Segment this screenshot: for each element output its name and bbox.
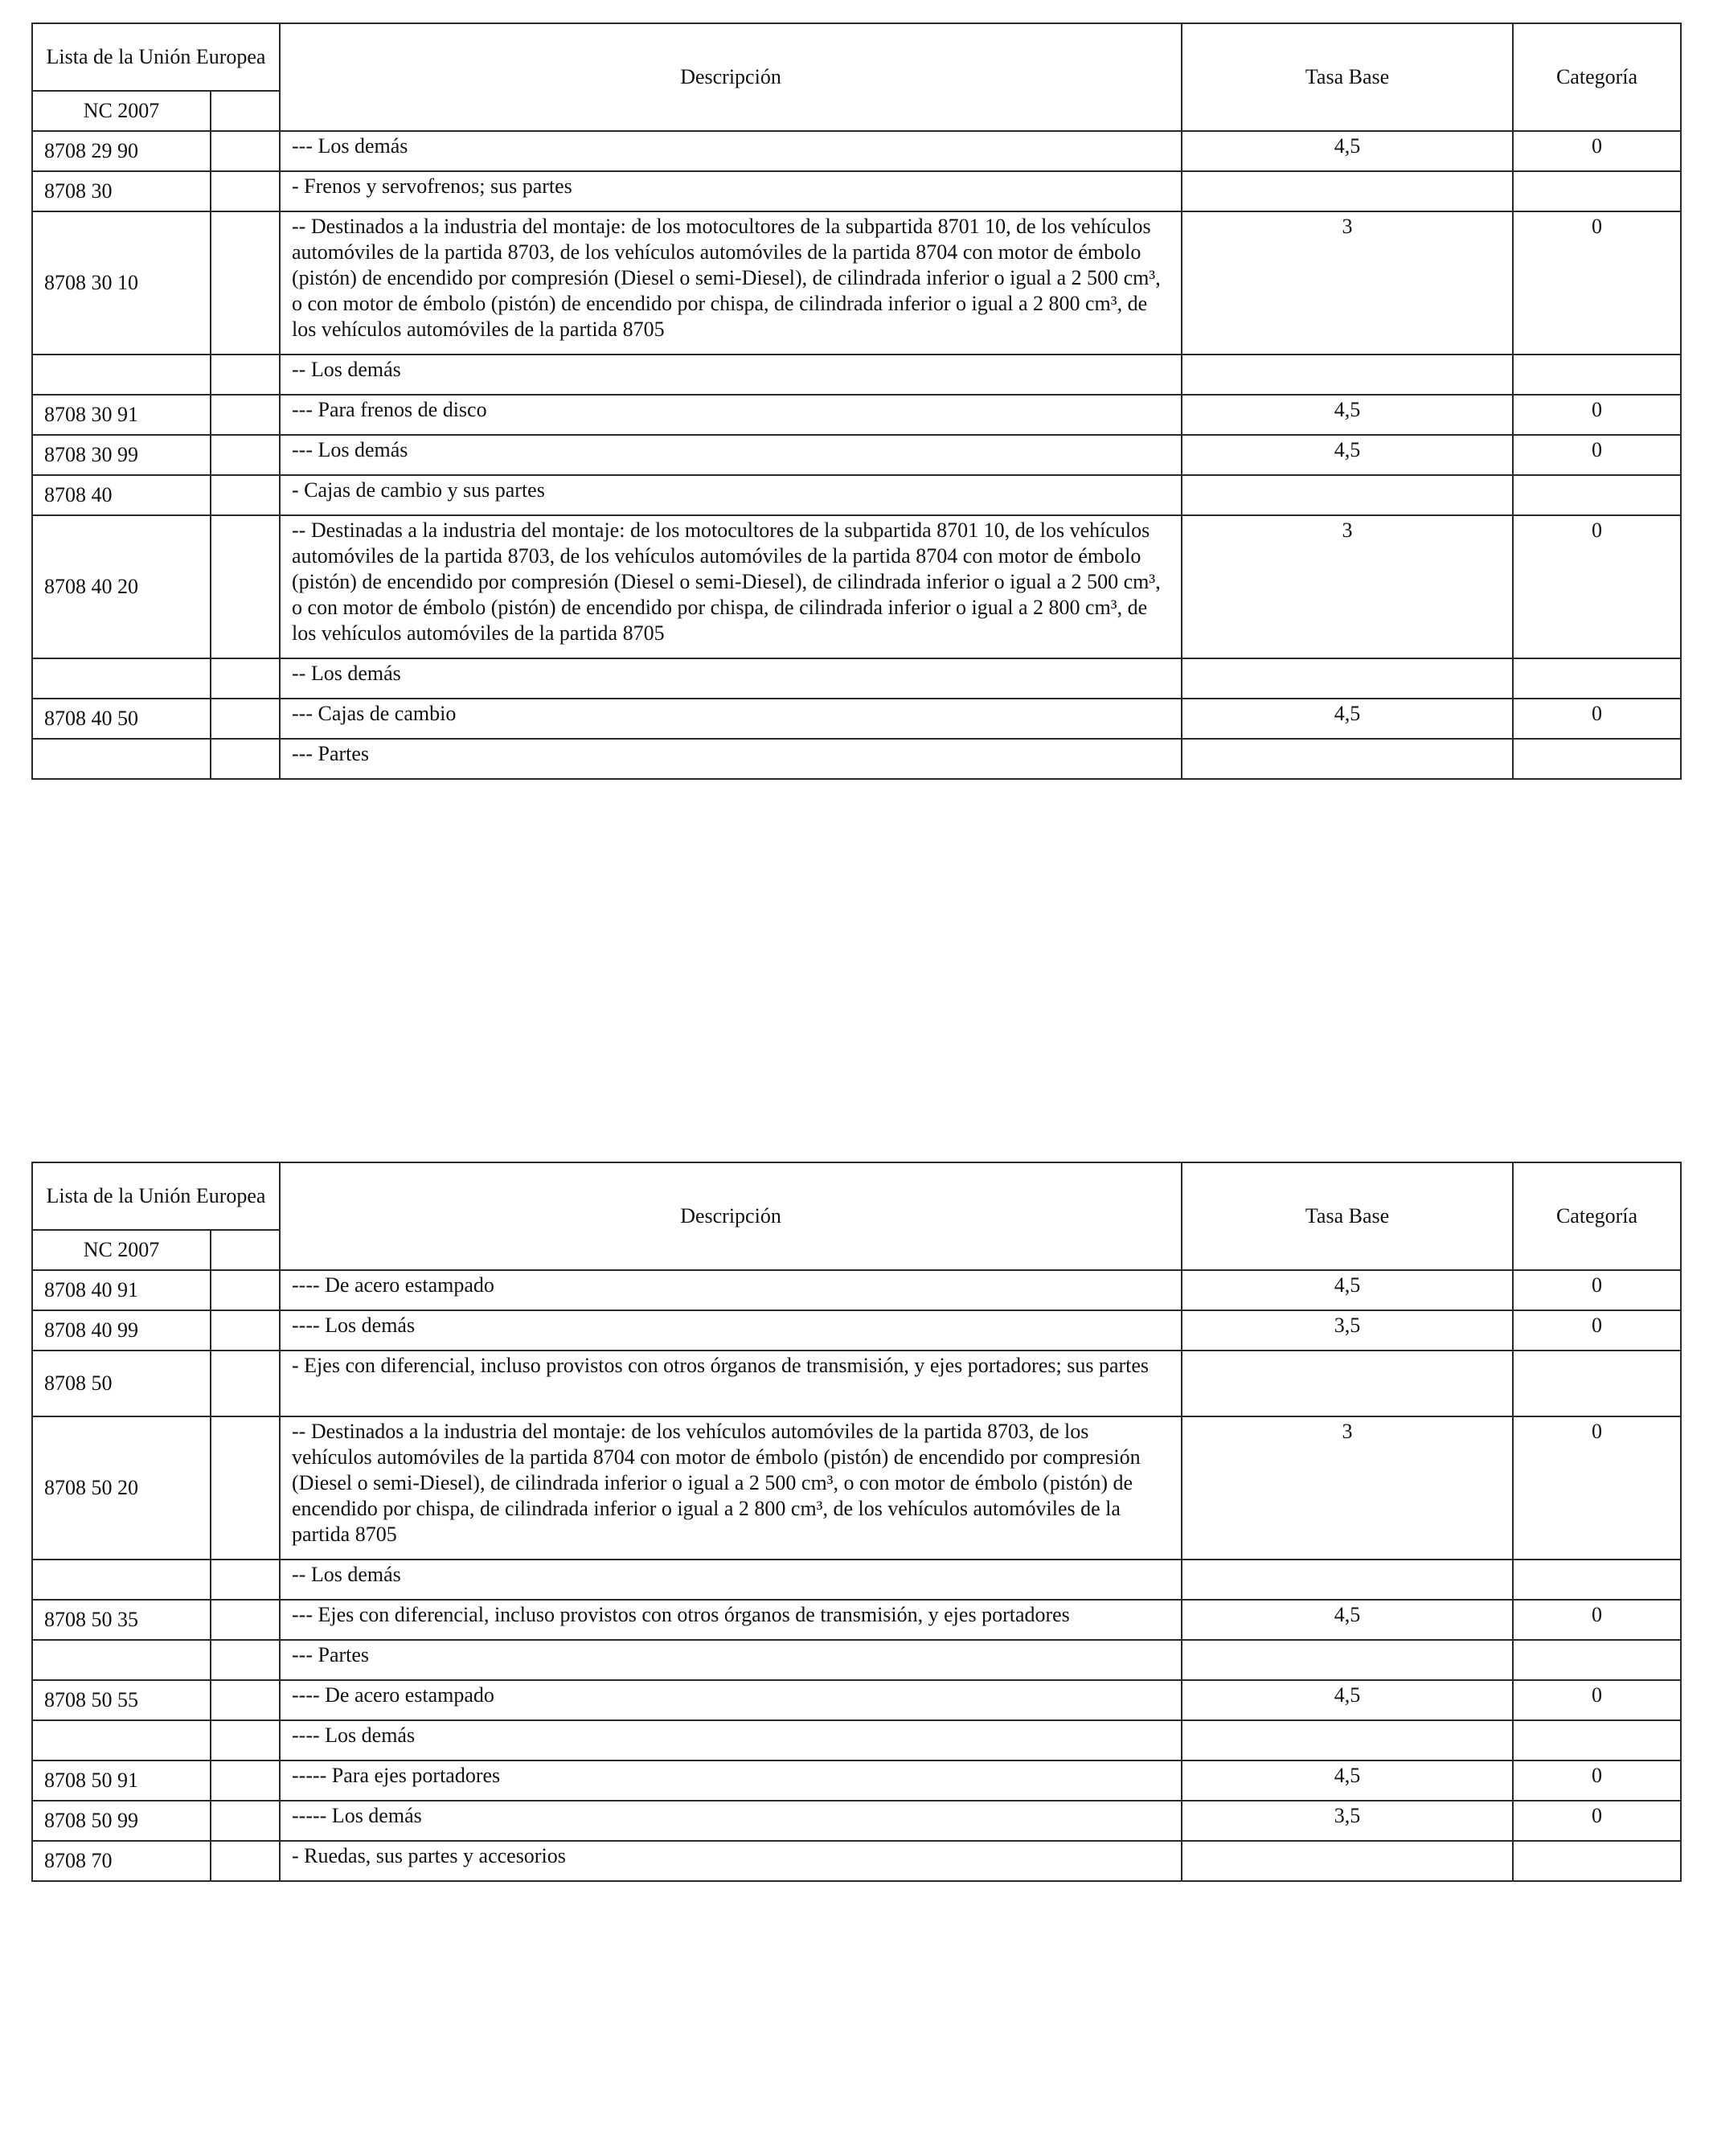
code-cell: 8708 30 [32,171,211,211]
description-cell: - Ruedas, sus partes y accesorios [280,1841,1182,1881]
spacer-cell [211,1270,280,1310]
description-cell: ----- Para ejes portadores [280,1760,1182,1801]
rate-cell: 4,5 [1182,1600,1513,1640]
code-cell: 8708 40 [32,475,211,515]
rate-cell [1182,1351,1513,1416]
category-cell [1513,1640,1681,1680]
table-row [32,658,1681,699]
rate-header: Tasa Base [1182,23,1513,131]
spacer-cell [211,1416,280,1560]
description-cell: -- Destinados a la industria del montaje: de los vehículos automóviles de la partida 8703, de los vehículos automóviles de la partida 8704 con motor de émbolo (pistón) de encendido por compresión (Diesel o semi-Diesel), de cilindrada inferior o igual a 2 500 cm³, o con motor de émbolo (pistón) de encendido por chispa, de cilindrada inferior o igual a 2 800 cm³, de los vehículos automóviles de la partida 8705 [280,1416,1182,1560]
code-cell [32,355,211,395]
table-row [32,1720,1681,1760]
description-header: Descripción [280,23,1182,131]
rate-cell [1182,739,1513,779]
code-cell: 8708 70 [32,1841,211,1881]
table-row [32,1560,1681,1600]
category-cell: 0 [1513,395,1681,435]
rate-cell [1182,171,1513,211]
table-row [32,1841,1681,1881]
nc-spacer-cell [211,91,280,131]
table-row [32,1351,1681,1416]
table-row [32,131,1681,171]
description-cell: --- Los demás [280,435,1182,475]
description-cell: ---- De acero estampado [280,1270,1182,1310]
nc-spacer-cell [211,1230,280,1270]
category-cell: 0 [1513,1310,1681,1351]
code-cell: 8708 29 90 [32,131,211,171]
spacer-cell [211,658,280,699]
spacer-cell [211,355,280,395]
category-cell [1513,1351,1681,1416]
rate-cell: 4,5 [1182,395,1513,435]
description-header: Descripción [280,1162,1182,1270]
table-row [32,1760,1681,1801]
code-cell [32,658,211,699]
table-row [32,355,1681,395]
code-cell: 8708 50 [32,1351,211,1416]
description-cell: ---- Los demás [280,1310,1182,1351]
rate-cell [1182,1720,1513,1760]
category-cell: 0 [1513,1680,1681,1720]
description-cell: -- Destinadas a la industria del montaje: de los motocultores de la subpartida 8701 10, de los vehículos automóviles de la partida 8703, de los vehículos automóviles de la partida 8704 con motor de émbolo (pistón) de encendido por compresión (Diesel o semi-Diesel), de cilindrada inferior o igual a 2 500 cm³, o con motor de émbolo (pistón) de encendido por chispa, de cilindrada inferior o igual a 2 800 cm³, de los vehículos automóviles de la partida 8705 [280,515,1182,658]
table-row [32,515,1681,658]
rate-cell [1182,475,1513,515]
table-row [32,1416,1681,1560]
code-cell [32,1640,211,1680]
category-cell: 0 [1513,1760,1681,1801]
category-cell [1513,739,1681,779]
spacer-cell [211,1720,280,1760]
rate-header: Tasa Base [1182,1162,1513,1270]
category-cell: 0 [1513,699,1681,739]
rate-cell: 4,5 [1182,131,1513,171]
spacer-cell [211,435,280,475]
spacer-cell [211,475,280,515]
code-cell: 8708 30 99 [32,435,211,475]
category-cell: 0 [1513,1416,1681,1560]
table-row [32,1270,1681,1310]
category-cell: 0 [1513,435,1681,475]
rate-cell: 3 [1182,515,1513,658]
rate-cell [1182,1841,1513,1881]
rate-cell: 3,5 [1182,1801,1513,1841]
table-row [32,1680,1681,1720]
spacer-cell [211,1560,280,1600]
spacer-cell [211,1640,280,1680]
description-cell: --- Los demás [280,131,1182,171]
rate-cell: 3 [1182,211,1513,355]
description-cell: - Ejes con diferencial, incluso provistos con otros órganos de transmisión, y ejes portadores; sus partes [280,1351,1182,1416]
table-row [32,739,1681,779]
code-cell: 8708 40 20 [32,515,211,658]
spacer-cell [211,1760,280,1801]
code-cell: 8708 30 10 [32,211,211,355]
category-cell [1513,1560,1681,1600]
description-cell: --- Cajas de cambio [280,699,1182,739]
category-cell: 0 [1513,515,1681,658]
table-row [32,395,1681,435]
description-cell: ---- De acero estampado [280,1680,1182,1720]
code-cell: 8708 40 50 [32,699,211,739]
category-header: Categoría [1513,1162,1681,1270]
category-cell: 0 [1513,211,1681,355]
rate-cell: 4,5 [1182,435,1513,475]
description-cell: -- Los demás [280,1560,1182,1600]
spacer-cell [211,1310,280,1351]
category-cell [1513,1720,1681,1760]
rate-cell: 3 [1182,1416,1513,1560]
rate-cell [1182,1560,1513,1600]
nc-header: NC 2007 [32,91,211,131]
category-cell [1513,1841,1681,1881]
table-row [32,1310,1681,1351]
description-cell: - Cajas de cambio y sus partes [280,475,1182,515]
spacer-cell [211,131,280,171]
category-cell: 0 [1513,1600,1681,1640]
code-cell: 8708 50 99 [32,1801,211,1841]
table-row [32,475,1681,515]
description-cell: -- Los demás [280,355,1182,395]
spacer-cell [211,515,280,658]
rate-cell: 4,5 [1182,1680,1513,1720]
description-cell: -- Los demás [280,658,1182,699]
spacer-cell [211,1600,280,1640]
table-header-row [32,1162,1681,1230]
rate-cell [1182,658,1513,699]
rate-cell [1182,355,1513,395]
spacer-cell [211,171,280,211]
description-cell: --- Ejes con diferencial, incluso provistos con otros órganos de transmisión, y ejes portadores [280,1600,1182,1640]
code-cell [32,1720,211,1760]
description-cell: --- Partes [280,1640,1182,1680]
category-cell [1513,355,1681,395]
nc-header: NC 2007 [32,1230,211,1270]
description-cell: --- Para frenos de disco [280,395,1182,435]
list-header: Lista de la Unión Europea [32,1162,280,1230]
code-cell: 8708 50 91 [32,1760,211,1801]
rate-cell: 4,5 [1182,1270,1513,1310]
spacer-cell [211,395,280,435]
rate-cell: 3,5 [1182,1310,1513,1351]
table-row [32,435,1681,475]
category-cell: 0 [1513,1270,1681,1310]
category-cell [1513,658,1681,699]
code-cell: 8708 50 55 [32,1680,211,1720]
category-cell: 0 [1513,1801,1681,1841]
description-cell: ----- Los demás [280,1801,1182,1841]
spacer-cell [211,1351,280,1416]
code-cell: 8708 40 91 [32,1270,211,1310]
table-row [32,211,1681,355]
code-cell: 8708 50 35 [32,1600,211,1640]
spacer-cell [211,699,280,739]
description-cell: --- Partes [280,739,1182,779]
spacer-cell [211,739,280,779]
rate-cell [1182,1640,1513,1680]
table-row [32,1640,1681,1680]
tariff-table-2 [31,1162,1682,1882]
spacer-cell [211,1680,280,1720]
table-row [32,1801,1681,1841]
description-cell: -- Destinados a la industria del montaje: de los motocultores de la subpartida 8701 10, de los vehículos automóviles de la partida 8703, de los vehículos automóviles de la partida 8704 con motor de émbolo (pistón) de encendido por compresión (Diesel o semi-Diesel), de cilindrada inferior o igual a 2 500 cm³, o con motor de émbolo (pistón) de encendido por chispa, de cilindrada inferior o igual a 2 800 cm³, de los vehículos automóviles de la partida 8705 [280,211,1182,355]
table-header-row [32,23,1681,91]
spacer-cell [211,1841,280,1881]
code-cell: 8708 40 99 [32,1310,211,1351]
table-row [32,699,1681,739]
code-cell: 8708 50 20 [32,1416,211,1560]
description-cell: ---- Los demás [280,1720,1182,1760]
category-cell [1513,475,1681,515]
spacer-cell [211,211,280,355]
table-row [32,1600,1681,1640]
table-row [32,171,1681,211]
rate-cell: 4,5 [1182,1760,1513,1801]
description-cell: - Frenos y servofrenos; sus partes [280,171,1182,211]
code-cell: 8708 30 91 [32,395,211,435]
category-cell [1513,171,1681,211]
code-cell [32,739,211,779]
rate-cell: 4,5 [1182,699,1513,739]
spacer-cell [211,1801,280,1841]
list-header: Lista de la Unión Europea [32,23,280,91]
code-cell [32,1560,211,1600]
category-header: Categoría [1513,23,1681,131]
tariff-table-1 [31,23,1682,780]
category-cell: 0 [1513,131,1681,171]
